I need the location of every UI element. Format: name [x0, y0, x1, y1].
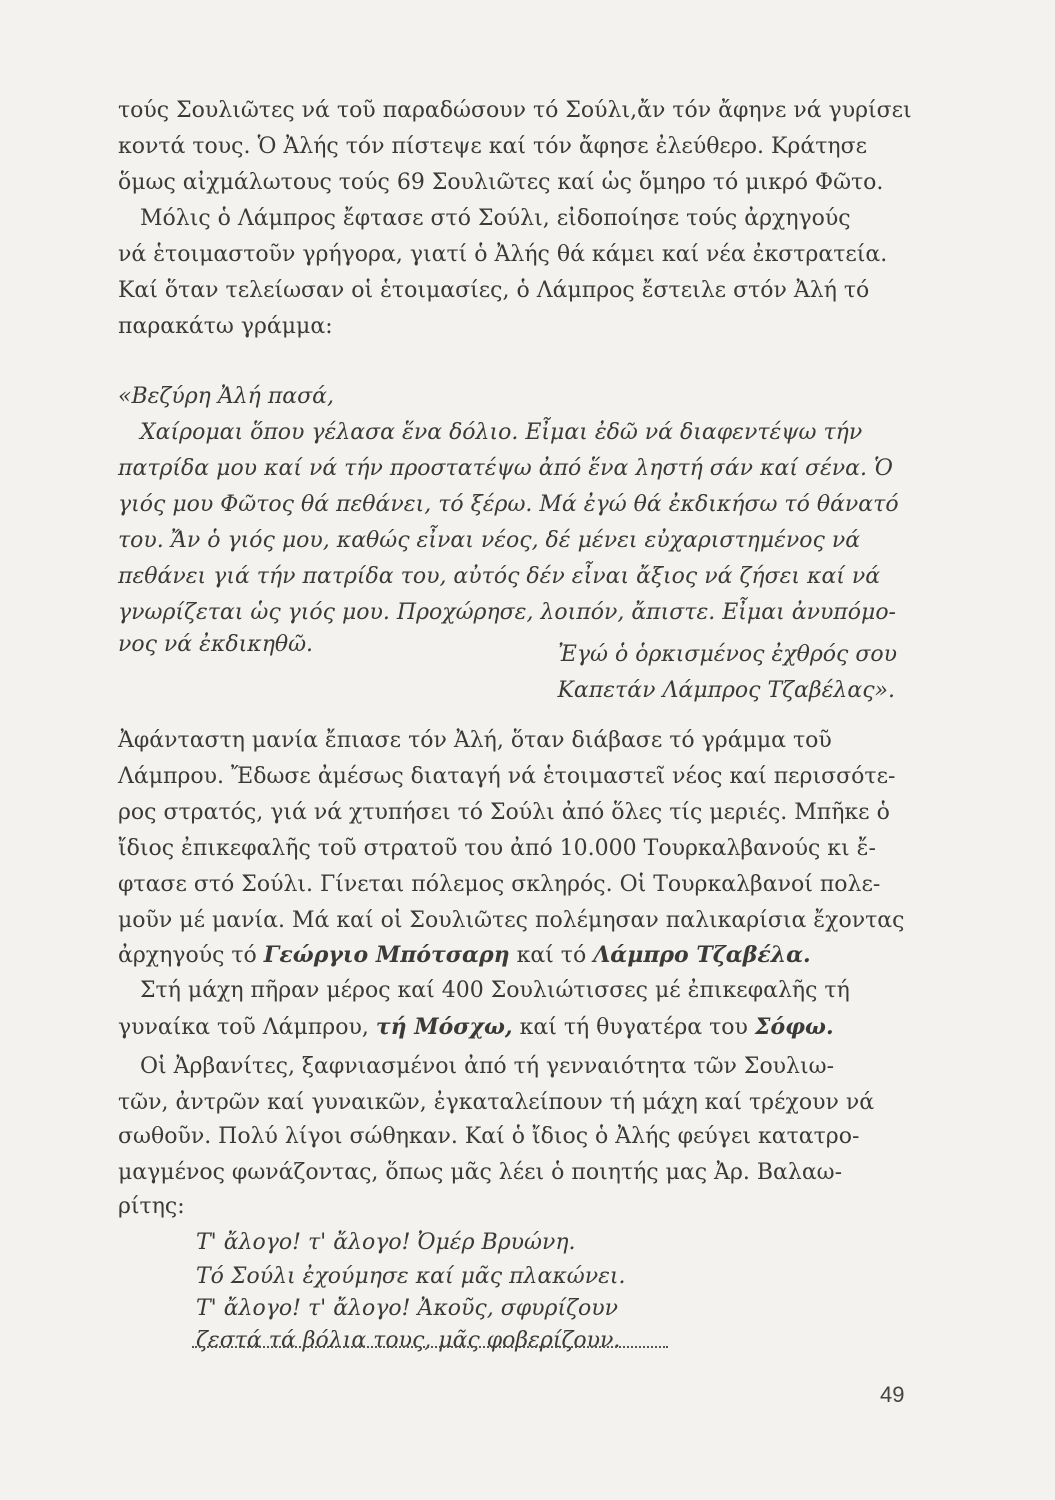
letter-line: του. Ἄν ὁ γιός μου, καθώς εἶναι νέος, δέ μένει εὐχαριστημένος νά — [118, 528, 861, 553]
text-line: παρακάτω γράμμα: — [118, 314, 333, 339]
letter-signature-line: Ἐγώ ὁ ὁρκισμένος ἐχθρός σου — [558, 642, 897, 667]
letter-line: γιός μου Φῶτος θά πεθάνει, τό ξέρω. Μά ἐγώ θά ἐκδικήσω τό θάνατό — [118, 492, 899, 517]
text-line: μοῦν μέ μανία. Μά καί οἱ Σουλιῶτες πολέμησαν παλικαρίσια ἔχοντας — [118, 908, 905, 933]
text-line: Ἀφάνταστη μανία ἔπιασε τόν Ἀλή, ὅταν διάβασε τό γράμμα τοῦ — [118, 728, 832, 753]
text-line: Μόλις ὁ Λάμπρος ἔφτασε στό Σούλι, εἰδοποίησε τούς ἀρχηγούς — [140, 206, 851, 231]
text-line: κοντά τους. Ὁ Ἀλής τόν πίστεψε καί τόν ἄφησε ἐλεύθερο. Κράτησε — [118, 134, 867, 159]
letter-line: νος νά ἐκδικηθῶ. — [118, 632, 314, 657]
page-number: 49 — [880, 1382, 905, 1407]
text-line: νά ἑτοιμαστοῦν γρήγορα, γιατί ὁ Ἀλής θά κάμει καί νέα ἐκστρατεία. — [118, 242, 888, 267]
text-line — [118, 1012, 898, 1043]
text-line: ρίτης: — [118, 1194, 185, 1219]
text-span: καί τό — [509, 943, 594, 968]
text-line: ρος στρατός, γιά νά χτυπήσει τό Σούλι ἀπό ὅλες τίς μεριές. Μπῆκε ὁ — [118, 800, 890, 825]
letter-line: γνωρίζεται ὡς γιός μου. Προχώρησε, λοιπόν, ἄπιστε. Εἶμαι ἀνυπόμο- — [118, 600, 896, 625]
letter-line: Χαίρομαι ὅπου γέλασα ἕνα δόλιο. Εἶμαι ἐδῶ νά διαφεντέψω τήν — [140, 420, 863, 445]
text-line: Στή μάχη πῆραν μέρος καί 400 Σουλιώτισσες μέ ἐπικεφαλῆς τή — [140, 978, 850, 1003]
text-span: καί τή θυγατέρα του — [512, 1015, 755, 1040]
text-span: ἀρχηγούς τό — [118, 943, 264, 968]
letter-line: πεθάνει γιά τήν πατρίδα του, αὐτός δέν εἶναι ἄξιος νά ζήσει καί νά — [118, 564, 881, 589]
text-line: τῶν, ἀντρῶν καί γυναικῶν, ἐγκαταλείπουν τή μάχη καί τρέχουν νά — [118, 1090, 875, 1115]
name-emphasis: Σόφω. — [754, 1014, 834, 1040]
text-line: μαγμένος φωνάζοντας, ὅπως μᾶς λέει ὁ ποιητής μας Ἀρ. Βαλαω- — [118, 1160, 843, 1185]
text-line: τούς Σουλιῶτες νά τοῦ παραδώσουν τό Σούλι,ἄν τόν ἄφηνε νά γυρίσει — [118, 98, 912, 123]
text-line: φτασε στό Σούλι. Γίνεται πόλεμος σκληρός. Οἱ Τουρκαλβανοί πολε- — [118, 872, 881, 897]
poem-line: Τό Σούλι ἐχούμησε καί μᾶς πλακώνει. — [196, 1264, 626, 1289]
poem-line: ζεστά τά βόλια τους, μᾶς φοβερίζουν. — [196, 1328, 621, 1353]
name-emphasis: τή Μόσχω, — [375, 1014, 513, 1040]
dotted-divider — [192, 1346, 668, 1348]
letter-salutation: «Βεζύρη Ἀλή πασά, — [118, 384, 335, 409]
text-line: ἴδιος ἐπικεφαλῆς τοῦ στρατοῦ του ἀπό 10.000 Τουρκαλβανούς κι ἔ- — [118, 836, 876, 861]
letter-line: πατρίδα μου καί νά τήν προστατέψω ἀπό ἕνα ληστή σάν καί σένα. Ὁ — [118, 456, 893, 481]
text-span: γυναίκα τοῦ Λάμπρου, — [118, 1015, 376, 1040]
text-line: ὅμως αἰχμάλωτους τούς 69 Σουλιῶτες καί ὡς ὅμηρο τό μικρό Φῶτο. — [118, 170, 884, 195]
text-line — [118, 940, 898, 971]
text-line: Λάμπρου. Ἔδωσε ἀμέσως διαταγή νά ἑτοιμαστεῖ νέος καί περισσότε- — [118, 764, 896, 789]
name-emphasis: Γεώργιο Μπότσαρη — [263, 942, 510, 968]
name-emphasis: Λάμπρο Τζαβέλα. — [593, 942, 811, 968]
poem-line: Τ' ἄλογο! τ' ἄλογο! Ὀμέρ Βρυώνη. — [196, 1230, 576, 1255]
text-line: Οἱ Ἀρβανίτες, ξαφνιασμένοι ἀπό τή γενναιότητα τῶν Σουλιω- — [140, 1054, 834, 1079]
letter-signature-name: Καπετάν Λάμπρος Τζαβέλας». — [557, 678, 895, 703]
text-line: Καί ὅταν τελείωσαν οἱ ἑτοιμασίες, ὁ Λάμπρος ἔστειλε στόν Ἀλή τό — [118, 278, 870, 303]
poem-line: Τ' ἄλογο! τ' ἄλογο! Ἀκοῦς, σφυρίζουν — [196, 1296, 618, 1321]
text-line: σωθοῦν. Πολύ λίγοι σώθηκαν. Καί ὁ ἴδιος ὁ Ἀλής φεύγει κατατρο- — [118, 1124, 860, 1149]
